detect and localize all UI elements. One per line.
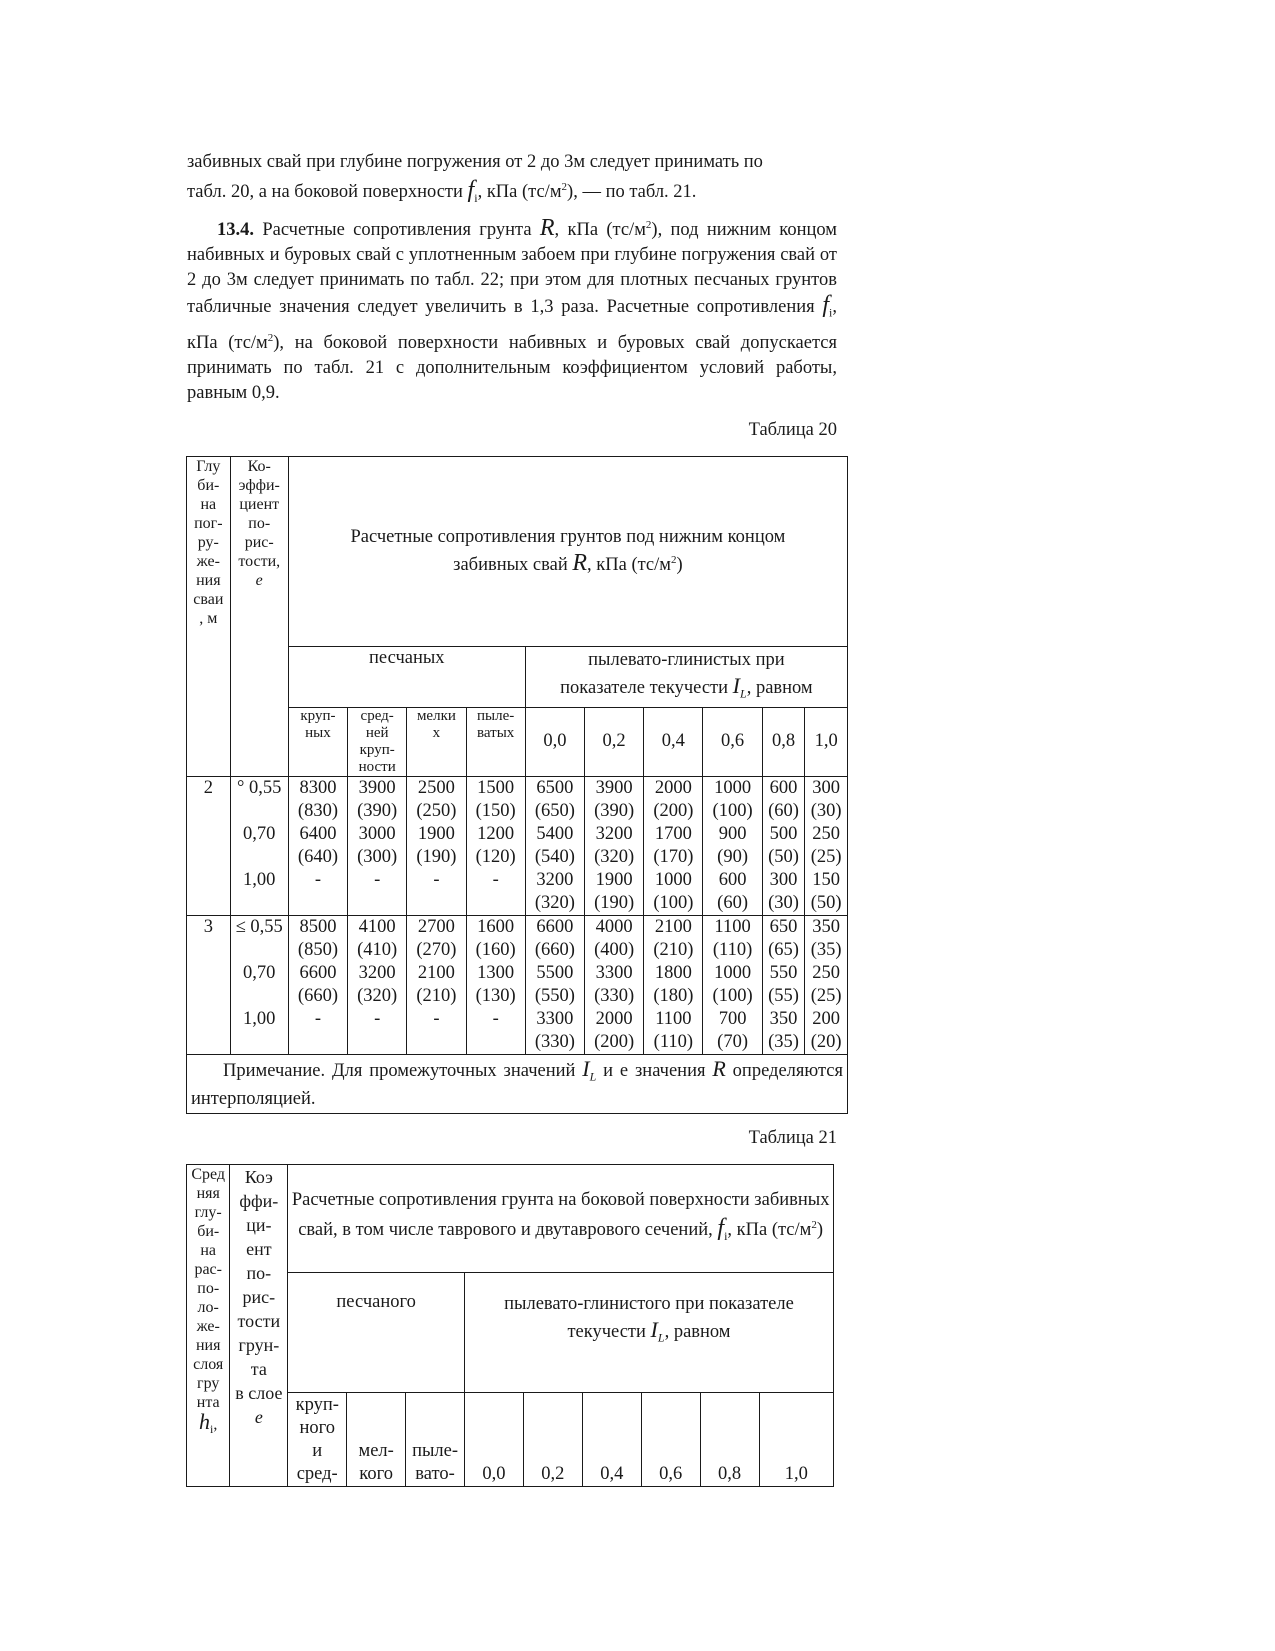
- cell-value: (60): [768, 800, 799, 821]
- cell-value: (100): [712, 985, 753, 1006]
- coef-value: ≤ 0,55: [235, 916, 283, 937]
- cell-value: 300: [769, 869, 798, 890]
- t20-note: Примечание. Для промежуточных значений $I_L$ и е значения R определяются интерполяцией.: [187, 1054, 848, 1114]
- value-cell: [348, 776, 407, 915]
- cell-value: (60): [717, 892, 748, 913]
- subheader-line: вато-: [415, 1464, 455, 1485]
- cell-value: 1000: [714, 962, 752, 983]
- subheader-line: ности: [358, 758, 396, 775]
- cell-value: (35): [768, 1031, 799, 1052]
- value-cell: [585, 776, 644, 915]
- header-line: в слое: [235, 1383, 283, 1404]
- document-page: [187, 150, 844, 1487]
- cell-value: (90): [717, 846, 748, 867]
- value-cell: [644, 915, 703, 1054]
- header-line: би-: [197, 476, 220, 494]
- header-line: тости,: [238, 552, 281, 570]
- value-cell: [466, 776, 525, 915]
- cell-value: (660): [297, 985, 338, 1006]
- value-cell: [348, 915, 407, 1054]
- header-line: ффи-: [239, 1191, 279, 1212]
- t20-sub-melk: [407, 707, 466, 776]
- cell-value: (180): [653, 985, 694, 1006]
- header-line: ния: [195, 1337, 221, 1355]
- t20-coef-header: Ко- эффи- циент по- рис- тости, e: [230, 456, 288, 707]
- cell-value: (830): [297, 800, 338, 821]
- header-line: няя: [196, 1185, 220, 1203]
- cell-value: 150: [812, 869, 841, 890]
- cell-value: 3200: [358, 962, 396, 983]
- header-line: глу-: [194, 1204, 222, 1222]
- cell-value: 250: [812, 962, 841, 983]
- subheader-line: кого: [359, 1464, 393, 1485]
- cell-value: 1100: [714, 916, 751, 937]
- cell-value: (50): [768, 846, 799, 867]
- cell-value: 1100: [655, 1008, 692, 1029]
- cell-value: (25): [810, 985, 842, 1006]
- header-line: Сред: [191, 1166, 226, 1184]
- cell-value: 3300: [536, 1008, 574, 1029]
- cell-value: (100): [653, 892, 694, 913]
- t21-sub-krup: [288, 1393, 347, 1487]
- cell-value: (100): [712, 800, 753, 821]
- cell-value: 2100: [654, 916, 692, 937]
- t20-clay-header: пылевато-глинистых при показателе текучести $I_L$, равном: [525, 646, 847, 707]
- cell-value: (110): [653, 1031, 694, 1052]
- t20-il-1: 0,2: [585, 707, 644, 776]
- subheader-line: ного: [299, 1418, 335, 1439]
- cell-value: 1900: [417, 823, 455, 844]
- header-line: ло-: [197, 1299, 219, 1317]
- cell-value: 1200: [477, 823, 515, 844]
- cell-value: 2000: [595, 1008, 633, 1029]
- cell-value: 250: [812, 823, 841, 844]
- subheader-line: пыле-: [412, 1441, 459, 1462]
- subheader-line: круп-: [359, 741, 395, 758]
- value-cell: [644, 776, 703, 915]
- t21-sub-pyl: [406, 1393, 465, 1487]
- cell-value: 4100: [358, 916, 396, 937]
- t20-sand-header: песчаных: [288, 646, 525, 707]
- cell-value: 5500: [536, 962, 574, 983]
- cell-value: 600: [718, 869, 747, 890]
- cell-value: 3300: [595, 962, 633, 983]
- cell-value: (110): [712, 939, 753, 960]
- header-line: Коэ: [244, 1167, 273, 1188]
- subheader-line: круп-: [300, 707, 336, 724]
- header-line: же-: [196, 552, 220, 570]
- cell-value: 1700: [654, 823, 692, 844]
- t20-il-0: 0,0: [525, 707, 584, 776]
- cell-value: 600: [769, 777, 798, 798]
- header-line: , м: [199, 609, 218, 627]
- header-line: пог-: [194, 514, 223, 532]
- header-line: рас-: [194, 1261, 222, 1279]
- subheader-line: сред-: [360, 707, 394, 724]
- t21-depth-header: Сред няя глу- би- на рас- по- ло- же- ния слоя гру нта $h_i$,: [187, 1165, 230, 1487]
- header-line: Ко-: [247, 457, 271, 475]
- value-cell: [585, 915, 644, 1054]
- cell-value: 4000: [595, 916, 633, 937]
- value-cell: [466, 915, 525, 1054]
- coef-value: ° 0,55: [237, 777, 282, 798]
- header-line: ци-: [246, 1215, 272, 1236]
- t21-il-3: 0,6: [641, 1393, 700, 1487]
- cell-value: -: [492, 1008, 499, 1029]
- value-cell: [407, 776, 466, 915]
- t20-depth-value: 3: [187, 915, 231, 1054]
- table-21: [186, 1164, 834, 1487]
- t20-main-header: Расчетные сопротивления грунтов под нижним концом забивных свай R, кПа $(тс/м^2)$: [288, 456, 847, 646]
- value-cell: [805, 915, 848, 1054]
- t21-clay-header: пылевато-глинистого при показателе текучести $I_L$, равном: [465, 1273, 834, 1393]
- cell-value: (210): [416, 985, 457, 1006]
- header-line: грун-: [238, 1335, 280, 1356]
- cell-value: (850): [297, 939, 338, 960]
- t20-sub-sred: [348, 707, 407, 776]
- cell-value: (250): [416, 800, 457, 821]
- cell-value: 3900: [358, 777, 396, 798]
- cell-value: 8300: [299, 777, 337, 798]
- cell-value: (25): [810, 846, 842, 867]
- cell-value: (70): [717, 1031, 748, 1052]
- cell-value: (200): [653, 800, 694, 821]
- cell-value: 3900: [595, 777, 633, 798]
- cell-value: (400): [594, 939, 635, 960]
- cell-value: 1300: [477, 962, 515, 983]
- header-line: слоя: [193, 1356, 224, 1374]
- value-cell: [288, 915, 347, 1054]
- t21-il-1: 0,2: [523, 1393, 582, 1487]
- t21-il-4: 0,8: [700, 1393, 759, 1487]
- t20-il-4: 0,8: [762, 707, 805, 776]
- cell-value: 5400: [536, 823, 574, 844]
- table-20: [186, 456, 848, 1114]
- cell-value: (330): [594, 985, 635, 1006]
- coef-value: 0,70: [243, 962, 276, 983]
- cell-value: 350: [769, 1008, 798, 1029]
- coef-value: 0,70: [243, 823, 276, 844]
- cell-value: 6400: [299, 823, 337, 844]
- header-line: циент: [239, 495, 280, 513]
- cell-value: 2500: [417, 777, 455, 798]
- cell-value: -: [433, 1008, 440, 1029]
- t20-il-2: 0,4: [644, 707, 703, 776]
- cell-value: (65): [768, 939, 799, 960]
- cell-value: 2000: [654, 777, 692, 798]
- cell-value: (640): [297, 846, 338, 867]
- t21-sand-header: песчаного: [288, 1273, 465, 1393]
- header-line: же-: [196, 1318, 220, 1336]
- t21-sub-melk: [347, 1393, 406, 1487]
- cell-value: (20): [810, 1031, 842, 1052]
- table-21-caption: Таблица 21: [748, 1128, 837, 1149]
- cell-value: (660): [534, 939, 575, 960]
- cell-value: (320): [534, 892, 575, 913]
- cell-value: 6600: [299, 962, 337, 983]
- value-cell: [703, 915, 762, 1054]
- t21-il-0: 0,0: [465, 1393, 524, 1487]
- header-line: по-: [248, 514, 271, 532]
- header-line: тости: [237, 1311, 281, 1332]
- coef-value: 1,00: [243, 1008, 276, 1029]
- subheader-line: х: [432, 724, 441, 741]
- header-line: эффи-: [238, 476, 280, 494]
- subheader-line: ных: [305, 724, 331, 741]
- header-line: Глу: [196, 457, 221, 475]
- cell-value: 350: [812, 916, 841, 937]
- cell-value: (120): [475, 846, 516, 867]
- t20-il-3: 0,6: [703, 707, 762, 776]
- value-cell: [525, 915, 584, 1054]
- cell-value: (300): [357, 846, 398, 867]
- cell-value: (330): [534, 1031, 575, 1052]
- t20-depth-value: 2: [187, 776, 231, 915]
- cell-value: 1800: [654, 962, 692, 983]
- cell-value: 900: [718, 823, 747, 844]
- cell-value: (30): [810, 800, 842, 821]
- cell-value: (130): [475, 985, 516, 1006]
- table-20-caption: Таблица 20: [748, 419, 837, 440]
- cell-value: -: [433, 869, 440, 890]
- cell-value: 3000: [358, 823, 396, 844]
- cell-value: (210): [653, 939, 694, 960]
- cell-value: -: [492, 869, 499, 890]
- t20-coef-values: [230, 776, 288, 915]
- subheader-line: и: [312, 1441, 323, 1462]
- t20-coef-values: [230, 915, 288, 1054]
- subheader-line: круп-: [295, 1395, 339, 1416]
- cell-value: (170): [653, 846, 694, 867]
- cell-value: (160): [475, 939, 516, 960]
- section-13-4-paragraph: 13.4. Расчетные сопротивления грунта R, кПа $(тс/м^2)$, под нижним концом набивных и буровых свай с уплотненным забоем при глубине погружения свай от 2 до 3м следует принимать по табл. 22; при этом для плотных песчаных грунтов табличные значения следует увеличить в 1,3 раза. Расчетные сопротивления $f_i$, кПа $(тс/м^2)$, на боковой поверхности набивных и буровых свай допускается принимать по табл. 21 с дополнительным коэффициентом условий работы, равным 0,9.: [187, 215, 837, 403]
- header-line: рис-: [244, 533, 274, 551]
- cell-value: (150): [475, 800, 516, 821]
- cell-value: 300: [812, 777, 841, 798]
- value-cell: [288, 776, 347, 915]
- t20-il-5: 1,0: [805, 707, 848, 776]
- subheader-line: мелки: [416, 707, 456, 724]
- subheader-line: мел-: [358, 1441, 394, 1462]
- value-cell: [525, 776, 584, 915]
- cell-value: (35): [810, 939, 842, 960]
- header-line: ру-: [197, 533, 219, 551]
- cell-value: 200: [812, 1008, 841, 1029]
- cell-value: (550): [534, 985, 575, 1006]
- cell-value: 1500: [477, 777, 515, 798]
- cell-value: 1600: [477, 916, 515, 937]
- header-line: та: [250, 1359, 267, 1380]
- cell-value: (320): [357, 985, 398, 1006]
- header-line: по-: [197, 1280, 220, 1298]
- cell-value: 500: [769, 823, 798, 844]
- cell-value: 650: [769, 916, 798, 937]
- subheader-line: пыле-: [477, 707, 515, 724]
- cell-value: 3200: [595, 823, 633, 844]
- cell-value: 550: [769, 962, 798, 983]
- cell-value: -: [374, 1008, 381, 1029]
- cell-value: (270): [416, 939, 457, 960]
- value-cell: [703, 776, 762, 915]
- cell-value: 8500: [299, 916, 337, 937]
- subheader-line: ватых: [477, 724, 515, 741]
- cell-value: (30): [768, 892, 799, 913]
- header-line: би-: [197, 1223, 220, 1241]
- header-line: нта: [196, 1394, 220, 1412]
- header-line: на: [200, 1242, 217, 1260]
- cell-value: 6600: [536, 916, 574, 937]
- cell-value: (390): [357, 800, 398, 821]
- cell-value: (390): [594, 800, 635, 821]
- cell-value: (650): [534, 800, 575, 821]
- subheader-line: сред-: [296, 1464, 338, 1485]
- cell-value: (320): [594, 846, 635, 867]
- value-cell: [762, 776, 805, 915]
- cell-value: 2700: [417, 916, 455, 937]
- cell-value: 1000: [714, 777, 752, 798]
- header-line: ент: [246, 1239, 272, 1260]
- cell-value: 700: [718, 1008, 747, 1029]
- cell-value: 6500: [536, 777, 574, 798]
- cell-value: (190): [416, 846, 457, 867]
- cell-value: (200): [594, 1031, 635, 1052]
- cell-value: (50): [810, 892, 842, 913]
- t20-depth-header: [187, 456, 231, 707]
- cell-value: (410): [357, 939, 398, 960]
- t21-coef-header: Коэ ффи- ци- ент по- рис- тости грун- та в слое e: [230, 1165, 288, 1487]
- coef-value: 1,00: [243, 869, 276, 890]
- t20-sub-krup: [288, 707, 347, 776]
- value-cell: [407, 915, 466, 1054]
- cell-value: (55): [768, 985, 799, 1006]
- section-number: 13.4.: [217, 220, 254, 240]
- cell-value: 1900: [595, 869, 633, 890]
- subheader-line: ней: [365, 724, 389, 741]
- cell-value: -: [314, 869, 322, 890]
- header-line: по-: [246, 1263, 272, 1284]
- cell-value: (190): [594, 892, 635, 913]
- cell-value: 3200: [536, 869, 574, 890]
- cell-value: 2100: [417, 962, 455, 983]
- cell-value: (540): [534, 846, 575, 867]
- header-line: на: [200, 495, 217, 513]
- value-cell: [805, 776, 848, 915]
- t21-main-header: Расчетные сопротивления грунта на боковой поверхности забивных свай, в том числе таврового и двутаврового сечений, $f_i$, кПа $(тс/м^2)$: [288, 1165, 834, 1273]
- header-line: гру: [197, 1375, 220, 1393]
- value-cell: [762, 915, 805, 1054]
- cell-value: -: [374, 869, 381, 890]
- header-line: рис-: [242, 1287, 276, 1308]
- cell-value: -: [314, 1008, 322, 1029]
- cell-value: 1000: [654, 869, 692, 890]
- header-line: ния: [196, 571, 221, 589]
- t21-il-2: 0,4: [582, 1393, 641, 1487]
- header-line: сваи: [193, 590, 224, 608]
- t21-il-5: 1,0: [759, 1393, 833, 1487]
- intro-paragraph: забивных свай при глубине погружения от 2 до 3м следует принимать по табл. 20, а на боковой поверхности $f_i$, кПа $(тс/м^2)$, — по табл. 21.: [187, 152, 763, 205]
- t20-sub-pyl: [466, 707, 525, 776]
